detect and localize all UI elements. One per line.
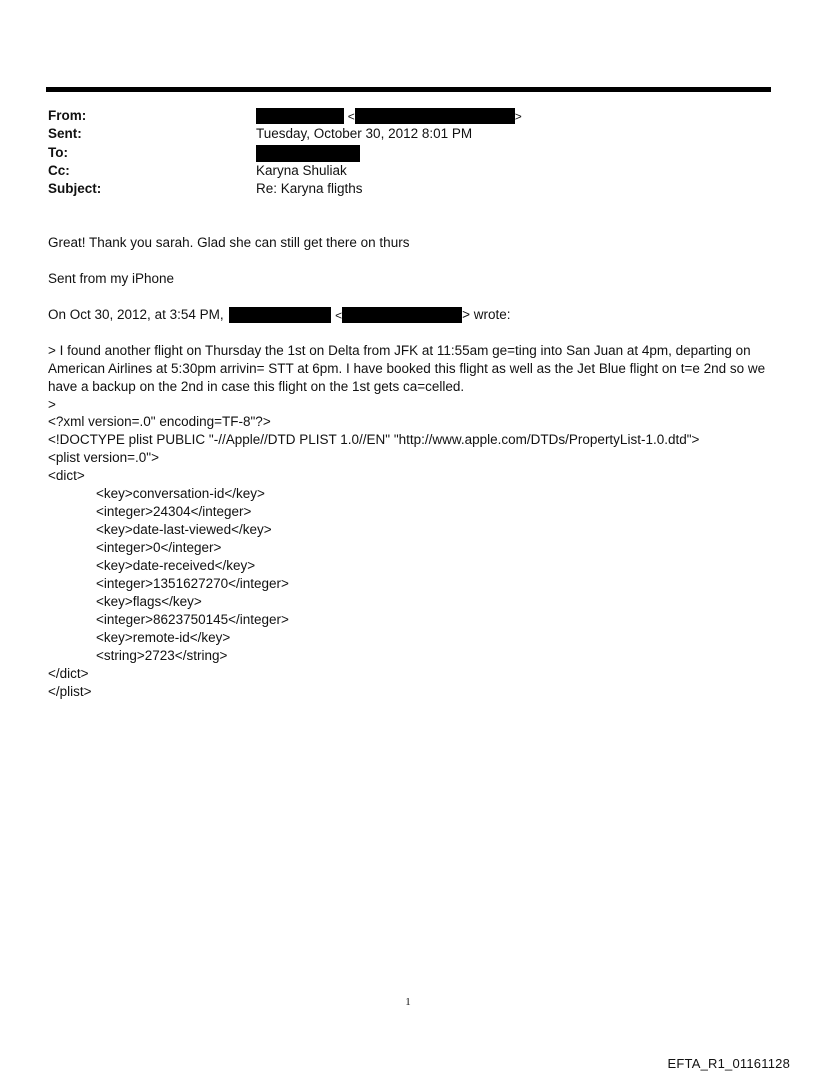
plist-entry: <string>2723</string> xyxy=(96,648,228,663)
redacted-quote-name xyxy=(229,307,331,323)
quoted-line: American Airlines at 5:30pm arrivin= STT at 6pm. I have booked this flight as well as the Jet Blue flight on t=e 2nd so we xyxy=(48,361,766,376)
plist-entry: <key>date-received</key> xyxy=(96,558,256,573)
redacted-quote-email xyxy=(342,307,462,323)
plist-line: <plist version=.0"> xyxy=(48,450,159,465)
redacted-from-name xyxy=(256,108,344,124)
to-label: To: xyxy=(48,145,68,160)
plist-entry: <integer>1351627270</integer> xyxy=(96,576,289,591)
subject-label: Subject: xyxy=(48,181,102,196)
plist-entry: <key>conversation-id</key> xyxy=(96,486,265,501)
subject-value: Re: Karyna fligths xyxy=(256,181,363,196)
plist-entry: <key>flags</key> xyxy=(96,594,202,609)
quote-intro-lt: < xyxy=(335,308,343,323)
from-lt: < xyxy=(347,109,355,124)
plist-entry: <key>remote-id</key> xyxy=(96,630,231,645)
plist-line: <!DOCTYPE plist PUBLIC "-//Apple//DTD PLIST 1.0//EN" "http://www.apple.com/DTDs/PropertyList-1.0.dtd"> xyxy=(48,432,700,447)
redacted-to xyxy=(256,145,360,162)
from-value xyxy=(256,107,522,125)
sent-value: Tuesday, October 30, 2012 8:01 PM xyxy=(256,126,473,141)
from-label: From: xyxy=(48,108,87,123)
quote-intro xyxy=(48,306,511,324)
quoted-line: > xyxy=(48,397,56,412)
signature-text: Sent from my iPhone xyxy=(48,271,175,286)
plist-close: </plist> xyxy=(48,684,92,699)
plist-entry: <integer>0</integer> xyxy=(96,540,222,555)
document-id: EFTA_R1_01161128 xyxy=(667,1056,790,1071)
plist-line: <?xml version=.0" encoding=TF-8"?> xyxy=(48,414,271,429)
quoted-line: > I found another flight on Thursday the 1st on Delta from JFK at 11:55am ge=ting into San Juan at 4pm, departing on xyxy=(48,343,751,358)
plist-entry: <key>date-last-viewed</key> xyxy=(96,522,272,537)
cc-value: Karyna Shuliak xyxy=(256,163,347,178)
header-rule xyxy=(46,87,771,92)
quote-intro-suffix: > wrote: xyxy=(462,307,511,322)
quoted-line: have a backup on the 2nd in case this flight on the 1st gets ca=celled. xyxy=(48,379,465,394)
plist-close: </dict> xyxy=(48,666,89,681)
redacted-from-email xyxy=(355,108,515,124)
greeting-text: Great! Thank you sarah. Glad she can still get there on thurs xyxy=(48,235,410,250)
quote-intro-prefix: On Oct 30, 2012, at 3:54 PM, xyxy=(48,307,224,322)
plist-line: <dict> xyxy=(48,468,85,483)
plist-entry: <integer>8623750145</integer> xyxy=(96,612,289,627)
page-number: 1 xyxy=(405,996,411,1008)
from-gt: > xyxy=(514,109,522,124)
plist-entry: <integer>24304</integer> xyxy=(96,504,252,519)
to-value xyxy=(256,144,360,162)
sent-label: Sent: xyxy=(48,126,82,141)
cc-label: Cc: xyxy=(48,163,70,178)
